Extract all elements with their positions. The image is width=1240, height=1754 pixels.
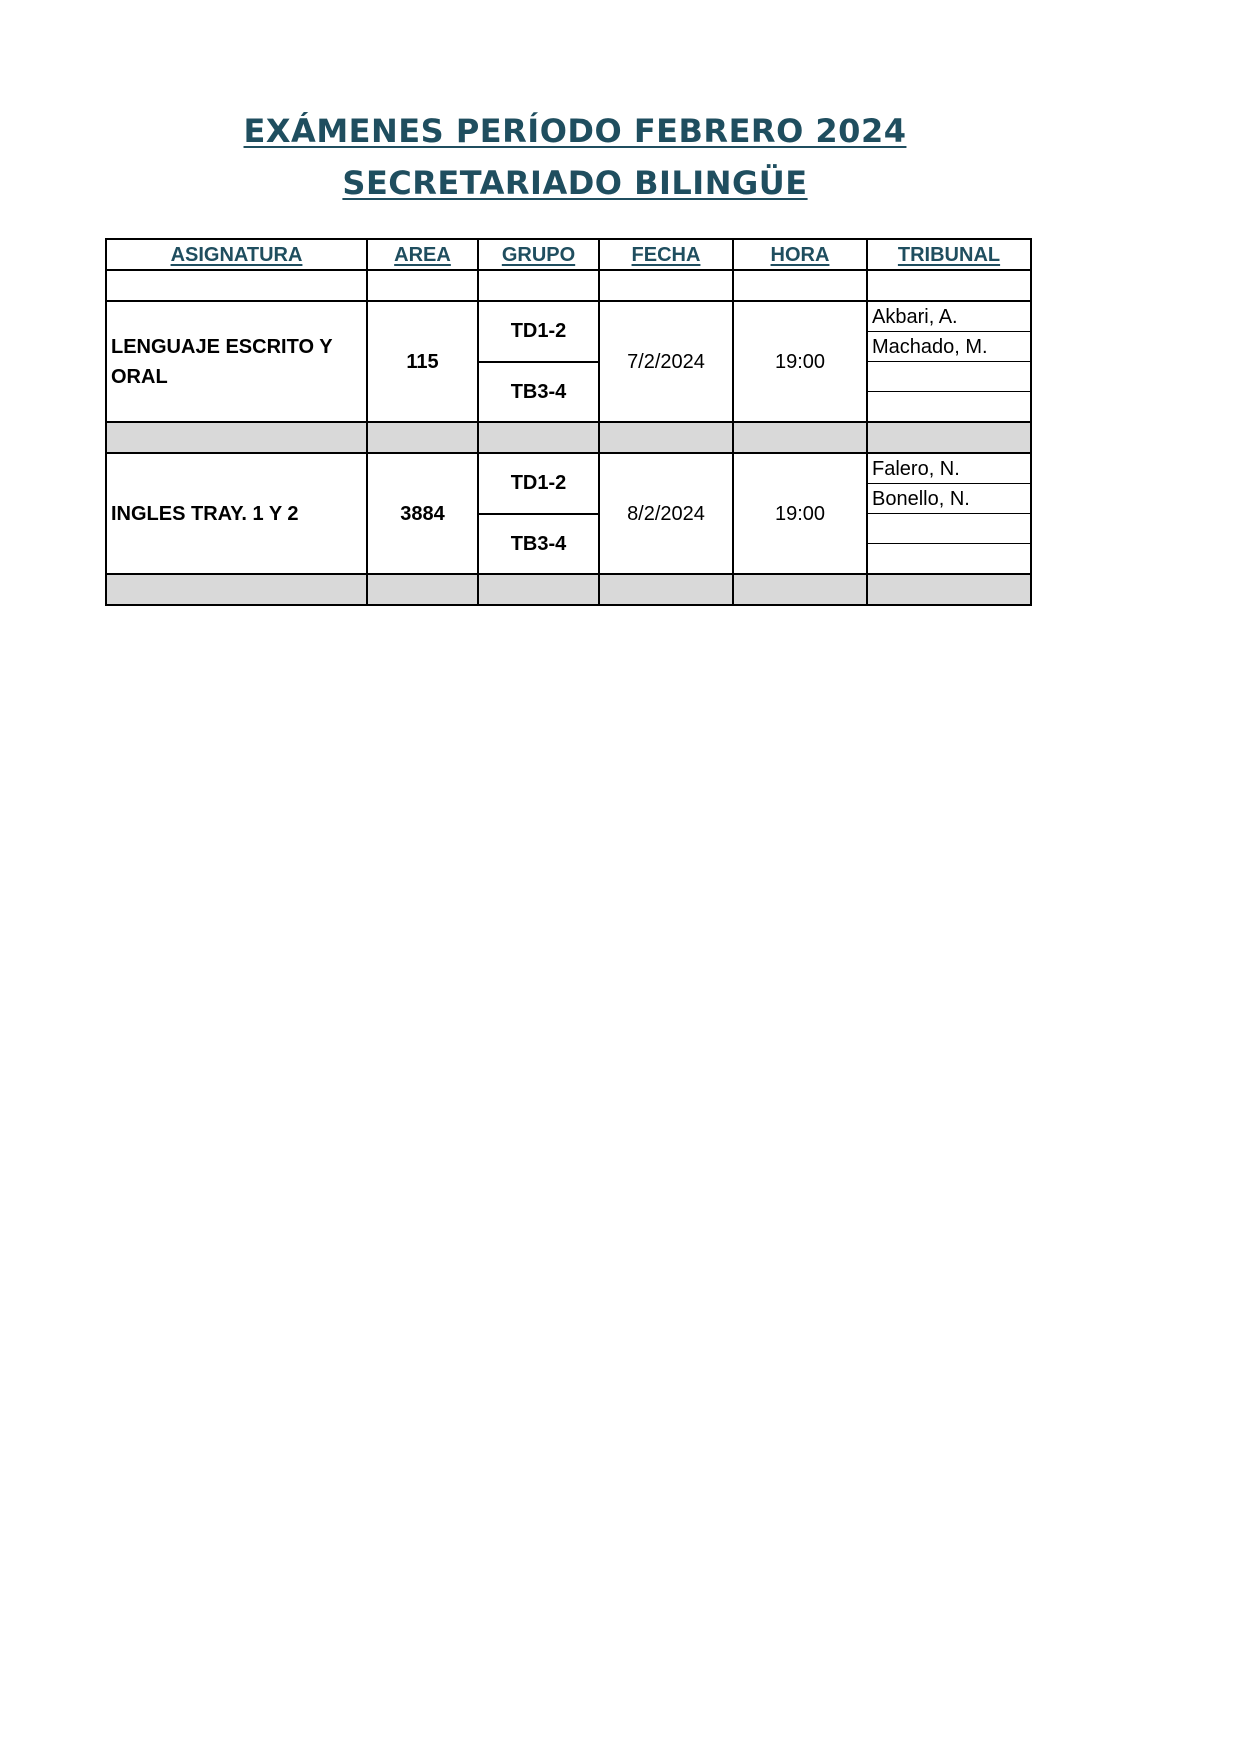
spacer-cell — [867, 422, 1031, 453]
spacer-cell — [367, 422, 478, 453]
tribunal-member: Bonello, N. — [867, 484, 1031, 514]
table-row — [106, 453, 1031, 484]
header-fecha: FECHA — [599, 239, 733, 270]
empty-cell — [106, 270, 367, 301]
spacer-row — [106, 574, 1031, 605]
date-cell: 8/2/2024 — [599, 453, 733, 574]
group-cell: TB3-4 — [478, 514, 599, 575]
area-cell: 3884 — [367, 453, 478, 574]
empty-cell — [733, 270, 867, 301]
group-cell: TD1-2 — [478, 453, 599, 514]
spacer-cell — [106, 422, 367, 453]
empty-cell — [867, 270, 1031, 301]
subject-cell: INGLES TRAY. 1 Y 2 — [106, 453, 367, 574]
empty-cell — [478, 270, 599, 301]
spacer-cell — [478, 422, 599, 453]
subject-cell: LENGUAJE ESCRITO Y ORAL — [106, 301, 367, 422]
page-title: EXÁMENES PERÍODO FEBRERO 2024 — [243, 112, 907, 150]
header-tribunal: TRIBUNAL — [867, 239, 1031, 270]
tribunal-member: Akbari, A. — [867, 301, 1031, 332]
date-cell: 7/2/2024 — [599, 301, 733, 422]
spacer-cell — [478, 574, 599, 605]
spacer-cell — [867, 574, 1031, 605]
tribunal-empty — [867, 392, 1031, 423]
area-cell: 115 — [367, 301, 478, 422]
table-row — [106, 301, 1031, 332]
tribunal-member: Machado, M. — [867, 332, 1031, 362]
spacer-row — [106, 422, 1031, 453]
header-asignatura: ASIGNATURA — [106, 239, 367, 270]
empty-cell — [367, 270, 478, 301]
header-area: AREA — [367, 239, 478, 270]
spacer-cell — [106, 574, 367, 605]
tribunal-member: Falero, N. — [867, 453, 1031, 484]
tribunal-empty — [867, 544, 1031, 575]
empty-row — [106, 270, 1031, 301]
exam-schedule-table — [105, 238, 1032, 606]
spacer-cell — [599, 574, 733, 605]
table-header-row — [106, 239, 1031, 270]
header-grupo: GRUPO — [478, 239, 599, 270]
spacer-cell — [367, 574, 478, 605]
page-subtitle: SECRETARIADO BILINGÜE — [342, 164, 808, 202]
tribunal-empty — [867, 514, 1031, 544]
spacer-cell — [733, 422, 867, 453]
spacer-cell — [733, 574, 867, 605]
empty-cell — [599, 270, 733, 301]
time-cell: 19:00 — [733, 301, 867, 422]
header-hora: HORA — [733, 239, 867, 270]
tribunal-empty — [867, 362, 1031, 392]
group-cell: TB3-4 — [478, 362, 599, 423]
group-cell: TD1-2 — [478, 301, 599, 362]
spacer-cell — [599, 422, 733, 453]
time-cell: 19:00 — [733, 453, 867, 574]
